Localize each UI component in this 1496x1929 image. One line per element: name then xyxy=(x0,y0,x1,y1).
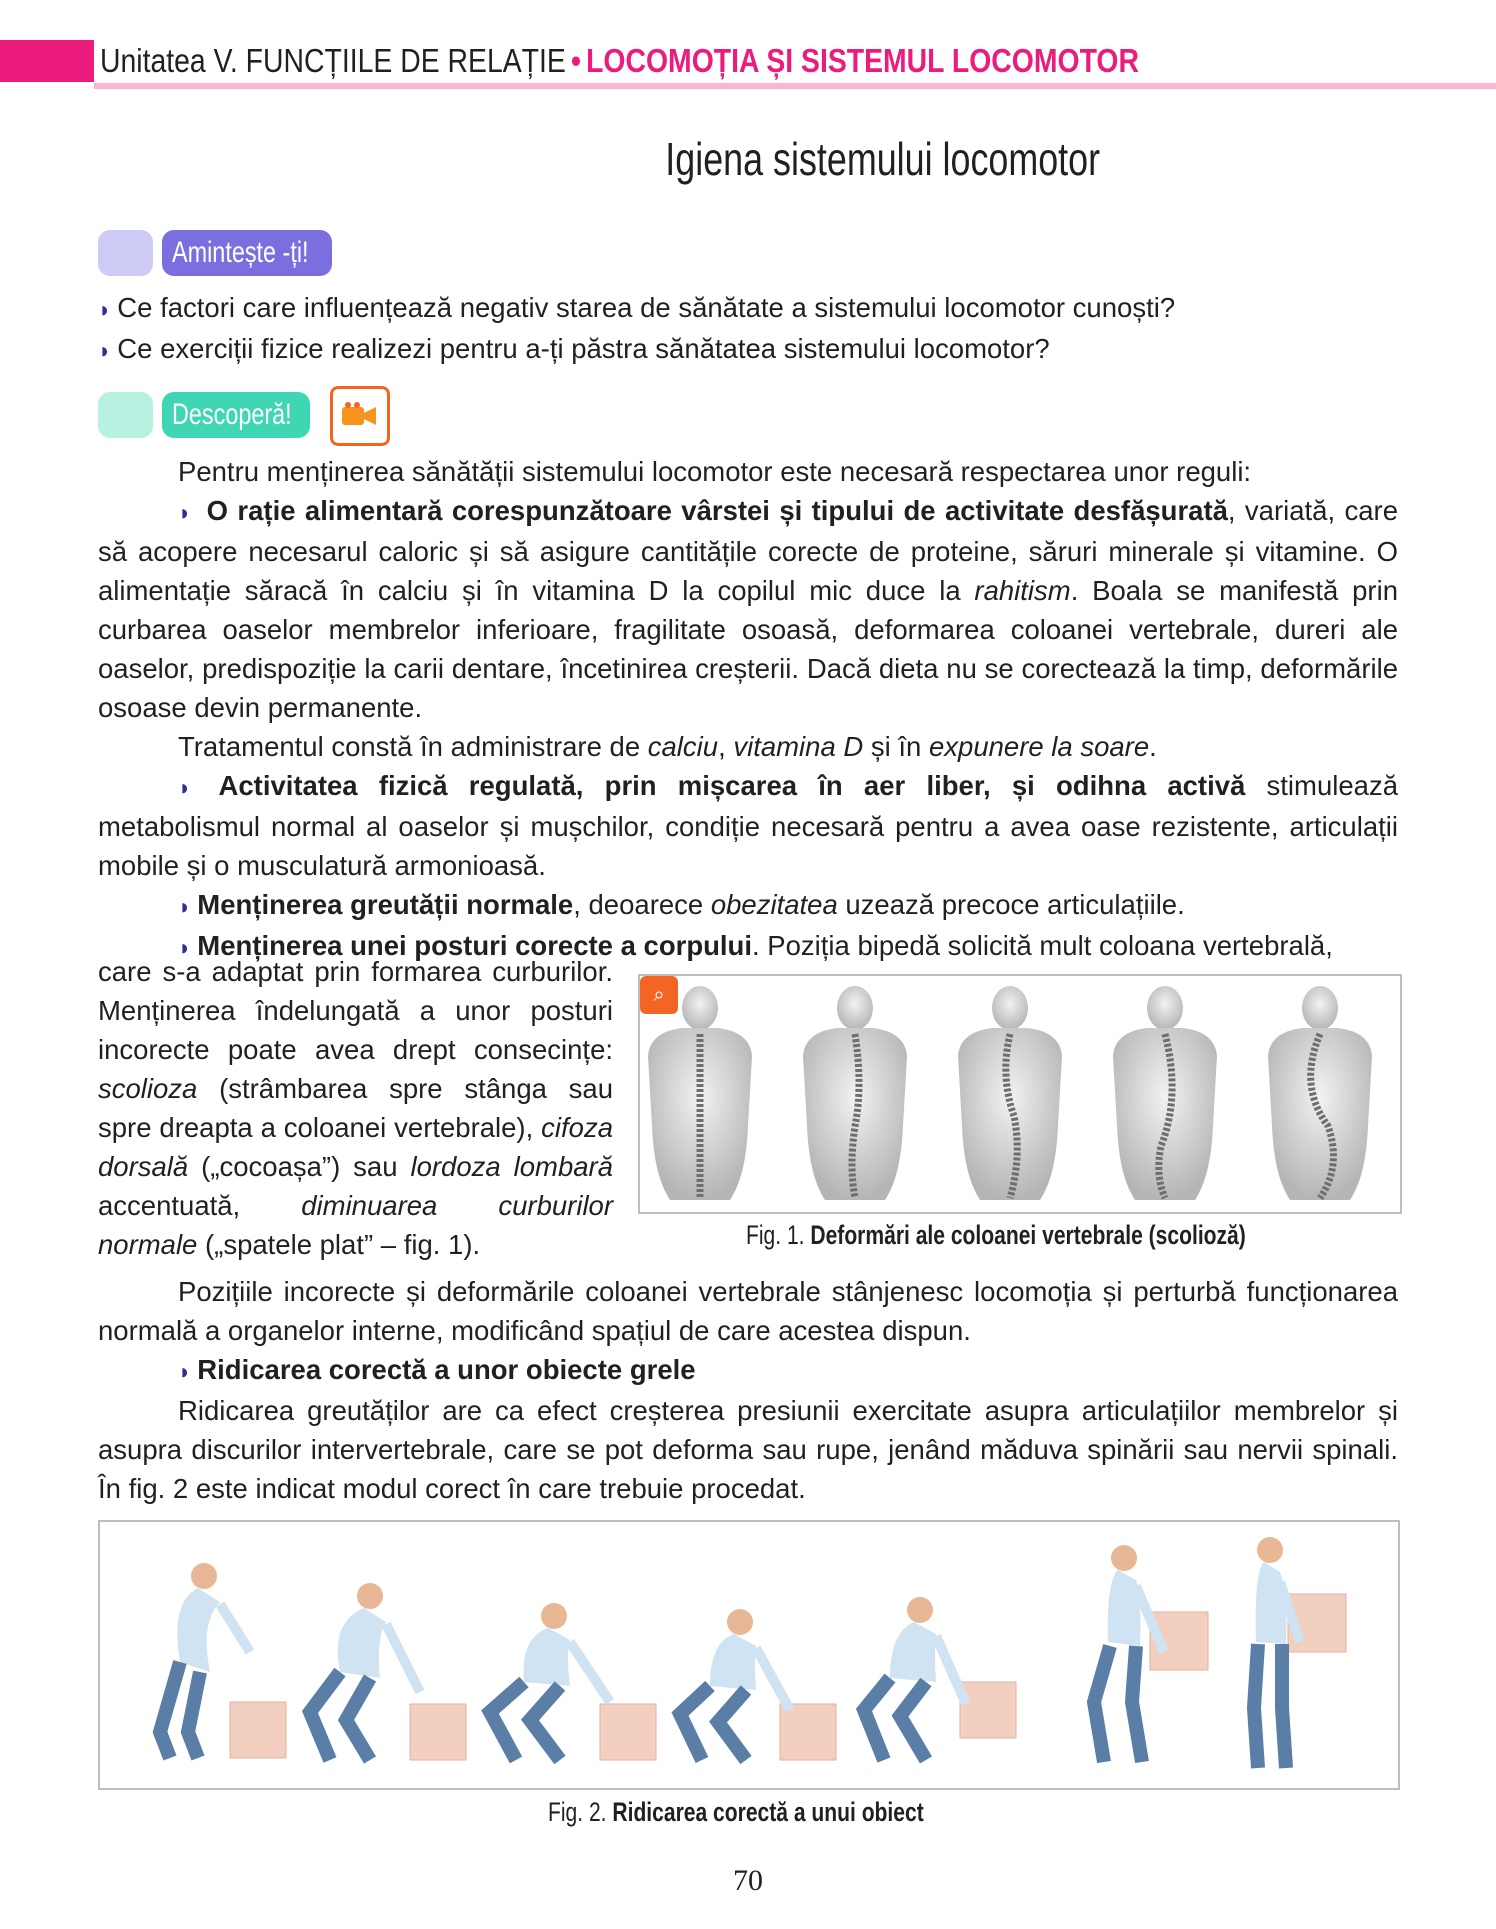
aminteste-questions xyxy=(98,288,1398,370)
fig1-caption: Fig. 1. Deformări ale coloanei vertebrale (scolioză) xyxy=(746,1220,1246,1250)
bullet-icon: ◗ xyxy=(178,894,192,919)
header-underline xyxy=(94,83,1496,89)
bullet-icon: ◗ xyxy=(98,338,112,363)
aminteste-badge-block xyxy=(98,230,153,276)
page-title: Igiena sistemului locomotor xyxy=(665,133,1101,185)
header-separator: • xyxy=(570,42,581,79)
descopera-badge: Descoperă! xyxy=(162,392,310,438)
header-accent-bar xyxy=(0,40,94,82)
posture-column-text: care s-a adaptat prin formarea curburilor. Menținerea îndelungată a unor posturi incorecte poate avea drept consecințe: scolioza (strâmbarea spre stânga sau spre dreapta a coloanei vertebrale), cifoza dorsală („cocoașa”) sau lordoza lombară accentuată, diminuarea curburilor normale („spatele plat” – fig. 1). xyxy=(98,956,614,1260)
body-after-fig1 xyxy=(98,1272,1398,1508)
bullet-icon: ◗ xyxy=(178,775,192,800)
fig2-caption: Fig. 2. Ridicarea corectă a unui obiect xyxy=(548,1797,924,1827)
question-item: ◗ Ce factori care influențează negativ starea de sănătate a sistemului locomotor cunoști? xyxy=(98,292,1176,323)
figure-lifting xyxy=(98,1520,1400,1790)
video-icon[interactable] xyxy=(330,386,390,446)
zoom-icon[interactable]: ⌕ xyxy=(640,976,678,1014)
lifting-sequence-illustration xyxy=(100,1522,1398,1788)
posture-effects-paragraph: Pozițiile incorecte și deformările coloanei vertebrale stânjenesc locomoția și perturbă funcționarea normală a organelor interne, modificând spațiul de care acestea dispun. xyxy=(98,1276,1398,1346)
lifting-paragraph: Ridicarea greutăților are ca efect creșterea presiunii exercitate asupra articulațiilor membrelor și asupra discurilor intervertebrale, care se pot deforma sau rupe, jenând măduva spinării sau nervii spinali. În fig. 2 este indicat modul corect în care trebuie procedat. xyxy=(98,1395,1398,1504)
question-item: ◗ Ce exerciții fizice realizezi pentru a-ți păstra sănătatea sistemului locomotor? xyxy=(98,333,1050,364)
bullet-icon: ◗ xyxy=(178,935,192,960)
bullet-icon: ◗ xyxy=(178,1359,192,1384)
rule-lifting: ◗ Ridicarea corectă a unor obiecte grele xyxy=(178,1354,696,1385)
body-main xyxy=(98,452,1398,967)
figure-scoliosis xyxy=(638,974,1402,1214)
intro-paragraph: Pentru menținerea sănătății sistemului locomotor este necesară respectarea unor reguli: xyxy=(178,456,1252,487)
spine-illustrations xyxy=(640,976,1400,1212)
bullet-icon: ◗ xyxy=(98,297,112,322)
aminteste-badge: Amintește -ți! xyxy=(162,230,332,276)
descopera-badge-block xyxy=(98,392,153,438)
rule-posture: ◗ Menținerea unei posturi corecte a corpului. Poziția bipedă solicită mult coloana vertebrală, xyxy=(178,930,1333,961)
header-topic: LOCOMOȚIA ȘI SISTEMUL LOCOMOTOR xyxy=(586,42,1139,79)
bullet-icon: ◗ xyxy=(178,500,192,525)
rule-activity: ◗ Activitatea fizică regulată, prin mișcarea în aer liber, și odihna activă stimulează metabolismul normal al oaselor și mușchilor, condiție necesară pentru a avea oase rezistente, articulații mobile și o musculatură armonioasă. xyxy=(98,770,1398,881)
rule-nutrition: ◗ O rație alimentară corespunzătoare vârstei și tipului de activitate desfășurată, variată, care să acopere necesarul caloric și să asigure cantitățile corecte de proteine, săruri minerale și vitamine. O alimentație săracă în calciu și în vitamina D la copilul mic duce la rahitism. Boala se manifestă prin curbarea oaselor membrelor inferioare, fragilitate osoasă, deformarea coloanei vertebrale, dureri ale oaselor, predispoziție la carii dentare, încetinirea creșterii. Dacă dieta nu se corectează la timp, deformările osoase devin permanente. xyxy=(98,495,1398,723)
page-number: 70 xyxy=(733,1864,763,1897)
rule-weight: ◗ Menținerea greutății normale, deoarece obezitatea uzează precoce articulațiile. xyxy=(178,889,1185,920)
header-unit: Unitatea V. FUNCȚIILE DE RELAȚIE xyxy=(100,42,566,79)
header xyxy=(100,40,1139,82)
treatment-paragraph: Tratamentul constă în administrare de calciu, vitamina D și în expunere la soare. xyxy=(178,731,1157,762)
